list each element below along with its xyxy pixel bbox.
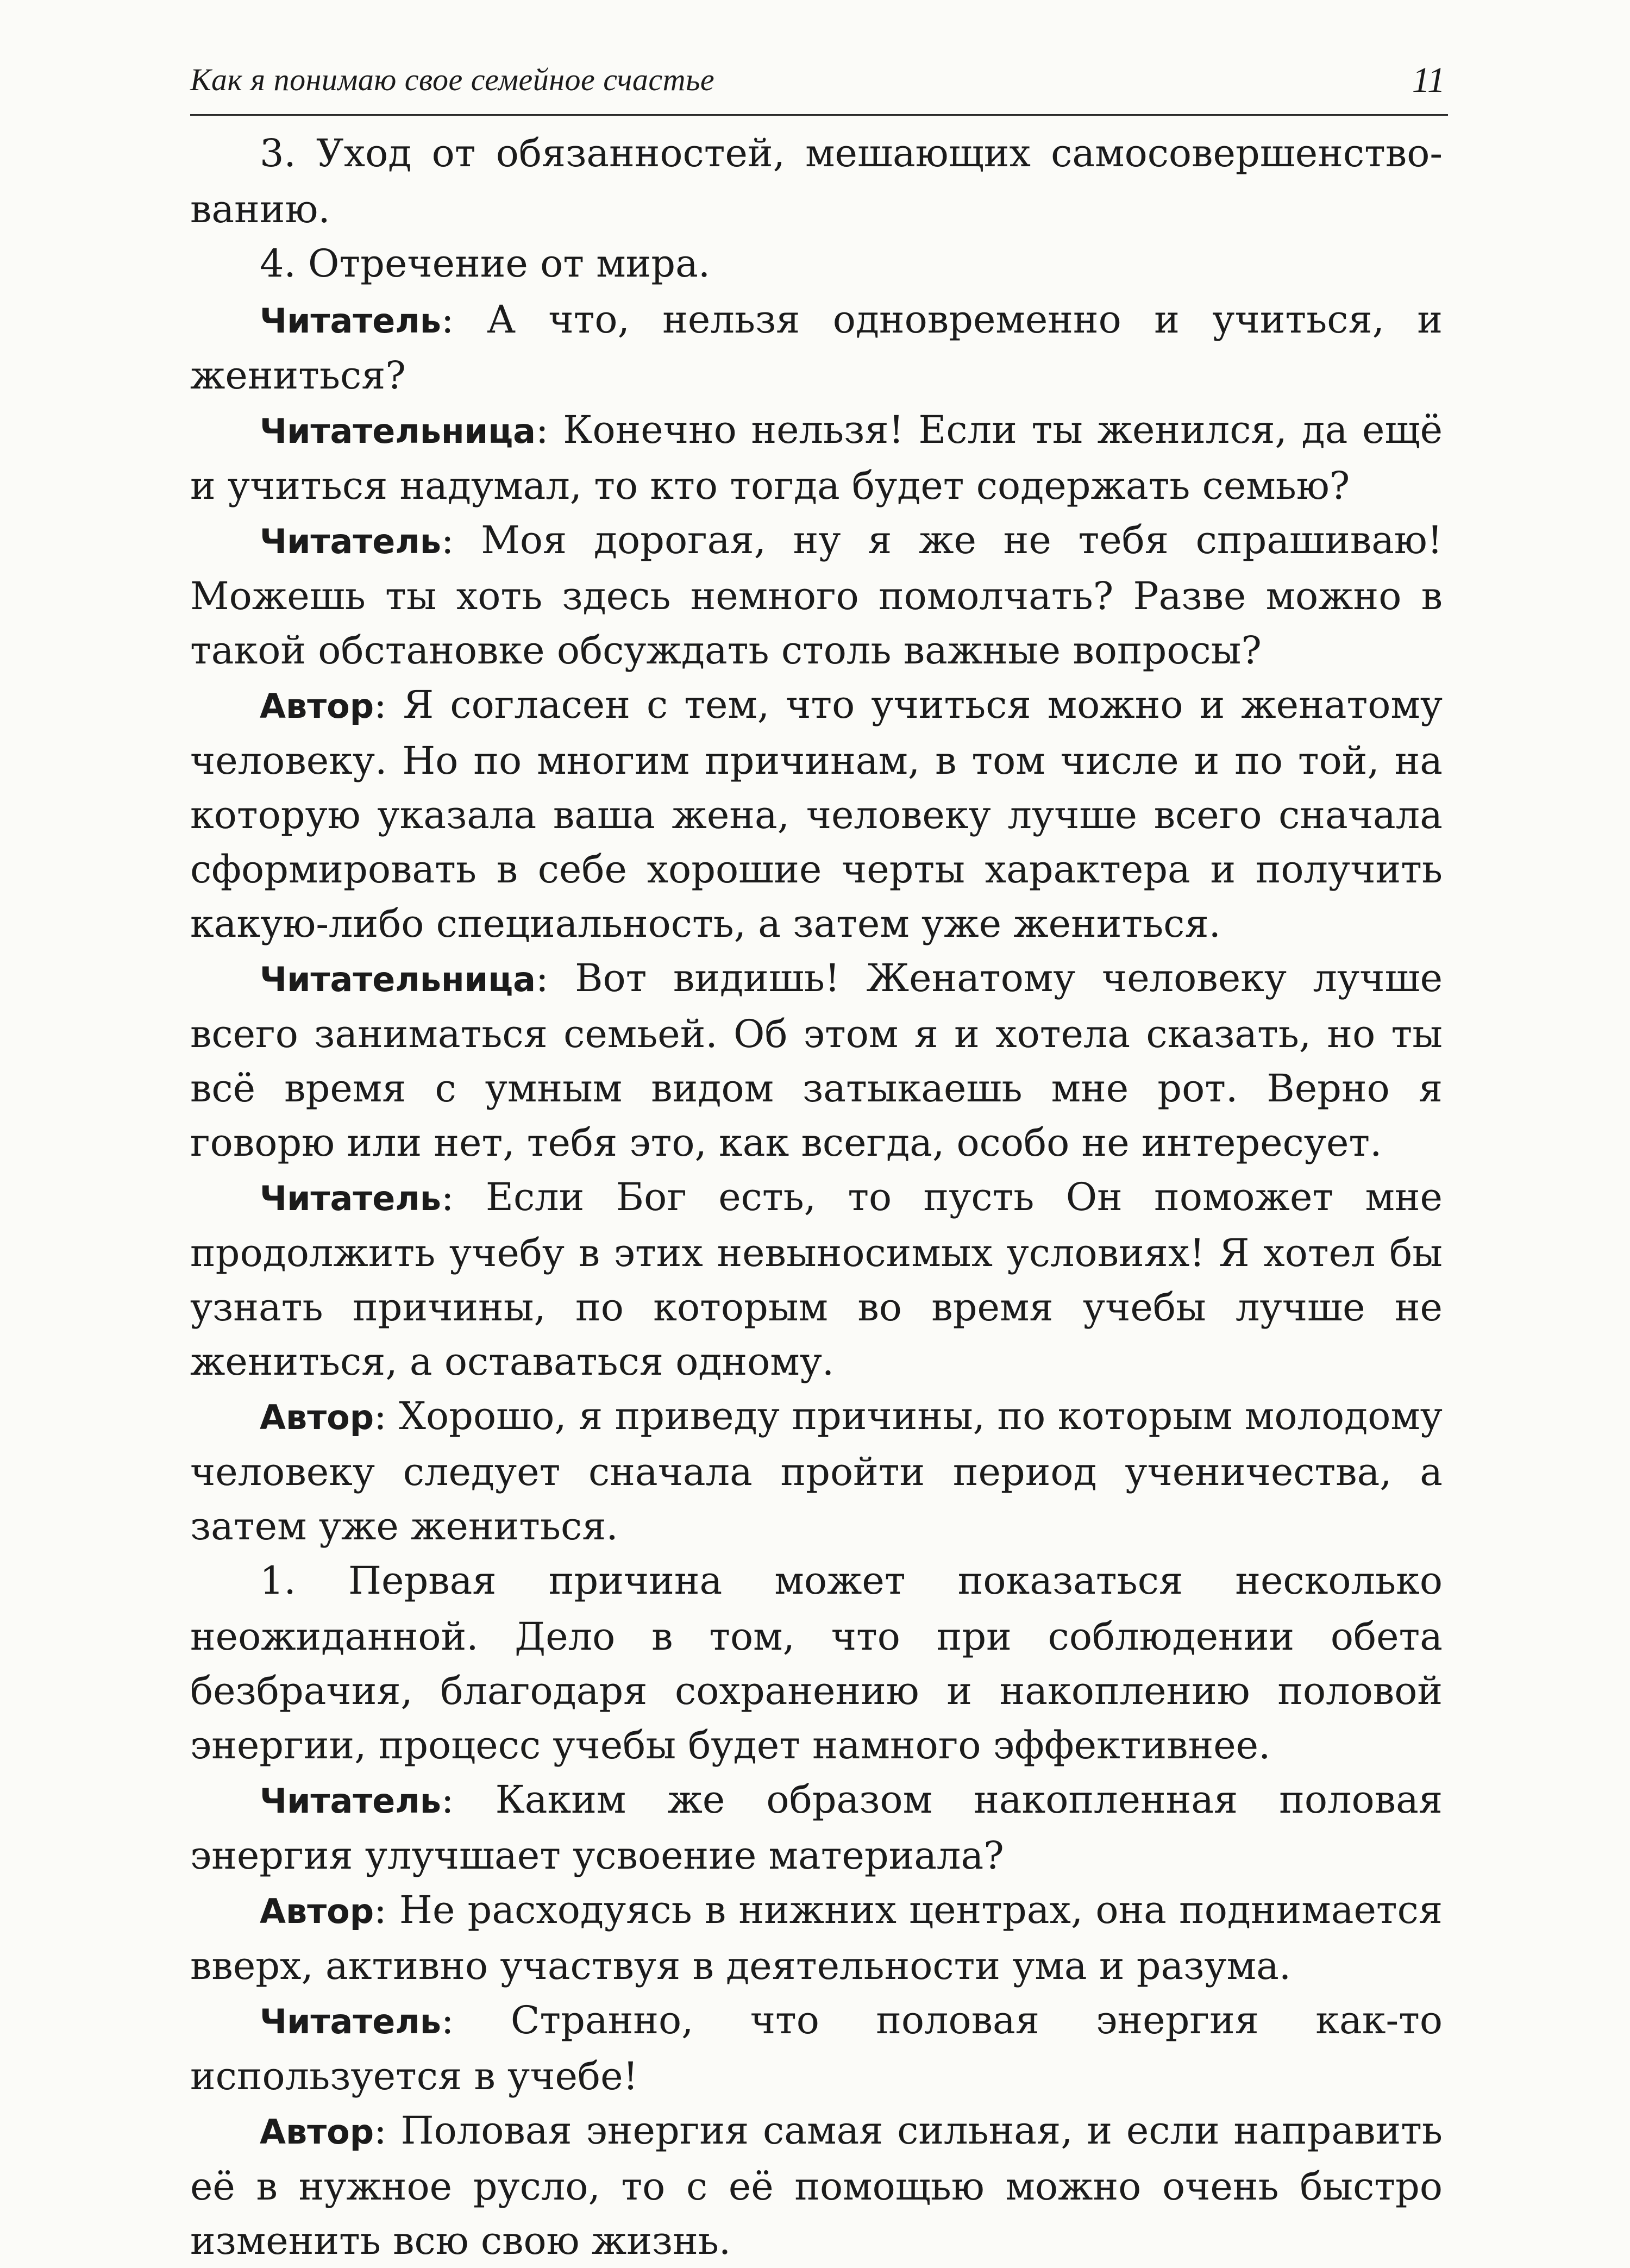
paragraph — [190, 513, 1443, 678]
paragraph-text: : Половая энергия самая сильная, и если направить её в нужное русло, то с её помощью можно очень быстро изменить всю свою жизнь. — [190, 2108, 1443, 2263]
paragraph — [190, 292, 1443, 403]
speaker-label: Читатель — [260, 1179, 441, 1218]
paragraph — [190, 2103, 1443, 2268]
speaker-label: Читатель — [260, 1781, 441, 1821]
paragraph — [190, 236, 1443, 292]
page-header — [190, 41, 1448, 116]
speaker-label: Автор — [260, 1398, 374, 1437]
paragraph — [190, 1170, 1443, 1389]
speaker-label: Читатель — [260, 522, 441, 561]
speaker-label: Читатель — [260, 301, 441, 341]
paragraph-text: : Вот видишь! Женатому человеку лучше всего заниматься семьей. Об этом я и хотела сказать, но ты всё время с умным видом затыкаешь мне рот. Верно я говорю или нет, тебя это, как всегда, особо не интересует. — [190, 956, 1443, 1165]
speaker-label: Читательница — [260, 411, 536, 451]
speaker-label: Автор — [260, 1891, 374, 1931]
paragraph — [190, 951, 1443, 1170]
paragraph-text: : Моя дорогая, ну я же не тебя спрашиваю! Можешь ты хоть здесь немного помолчать? Разве можно в такой обстановке обсуждать столь важные вопросы? — [190, 518, 1443, 673]
paragraph-text: : А что, нельзя одновременно и учиться, и жениться? — [190, 297, 1443, 398]
paragraph-text: : Не расходуясь в нижних центрах, она поднимается вверх, активно участвуя в деятельности ума и разума. — [190, 1888, 1443, 1988]
paragraph — [190, 126, 1443, 236]
paragraph — [190, 1389, 1443, 1553]
paragraph — [190, 1993, 1443, 2103]
speaker-label: Читательница — [260, 960, 536, 999]
page-body — [190, 126, 1443, 2268]
running-title: Как я понимаю свое семейное счастье — [190, 62, 715, 97]
paragraph-text: : Хорошо, я приведу причины, по которым молодому человеку следует сначала пройти период ученичества, а затем уже жениться. — [190, 1394, 1443, 1549]
paragraph-text: : Я согласен с тем, что учиться можно и женатому человеку. Но по многим причинам, в том числе и по той, на которую указала ваша жена, человеку лучше всего сначала сформировать в себе хорошие черты характера и получить какую-либо специальность, а затем уже жениться. — [190, 682, 1443, 946]
paragraph-text: : Если Бог есть, то пусть Он поможет мне продолжить учебу в этих невыносимых условиях! Я хотел бы узнать причины, по которым во время учебы лучше не жениться, а оставаться одному. — [190, 1175, 1443, 1384]
paragraph — [190, 1883, 1443, 1993]
paragraph-text: : Странно, что половая энергия как-то используется в учебе! — [190, 1998, 1443, 2098]
paragraph — [190, 1772, 1443, 1883]
speaker-label: Автор — [260, 2112, 374, 2152]
paragraph — [190, 678, 1443, 951]
paragraph-text: : Конечно нельзя! Если ты женился, да ещё и учиться надумал, то кто тогда будет содержать семью? — [190, 408, 1443, 508]
paragraph-text: 4. Отречение от мира. — [260, 241, 711, 286]
paragraph — [190, 403, 1443, 513]
speaker-label: Читатель — [260, 2002, 441, 2041]
paragraph-text: 3. Уход от обязанностей, мешающих самосовершенствованию. — [190, 131, 1443, 231]
page-number: 11 — [1412, 60, 1445, 100]
paragraph-text: 1. Первая причина может показаться несколько неожиданной. Дело в том, что при соблюдении обета безбрачия, благодаря сохранению и накоплению половой энергии, процесс учебы будет намного эффективнее. — [190, 1558, 1443, 1768]
paragraph-text: : Каким же образом накопленная половая энергия улучшает усвоение материала? — [190, 1777, 1443, 1878]
paragraph — [190, 1553, 1443, 1772]
speaker-label: Автор — [260, 686, 374, 726]
